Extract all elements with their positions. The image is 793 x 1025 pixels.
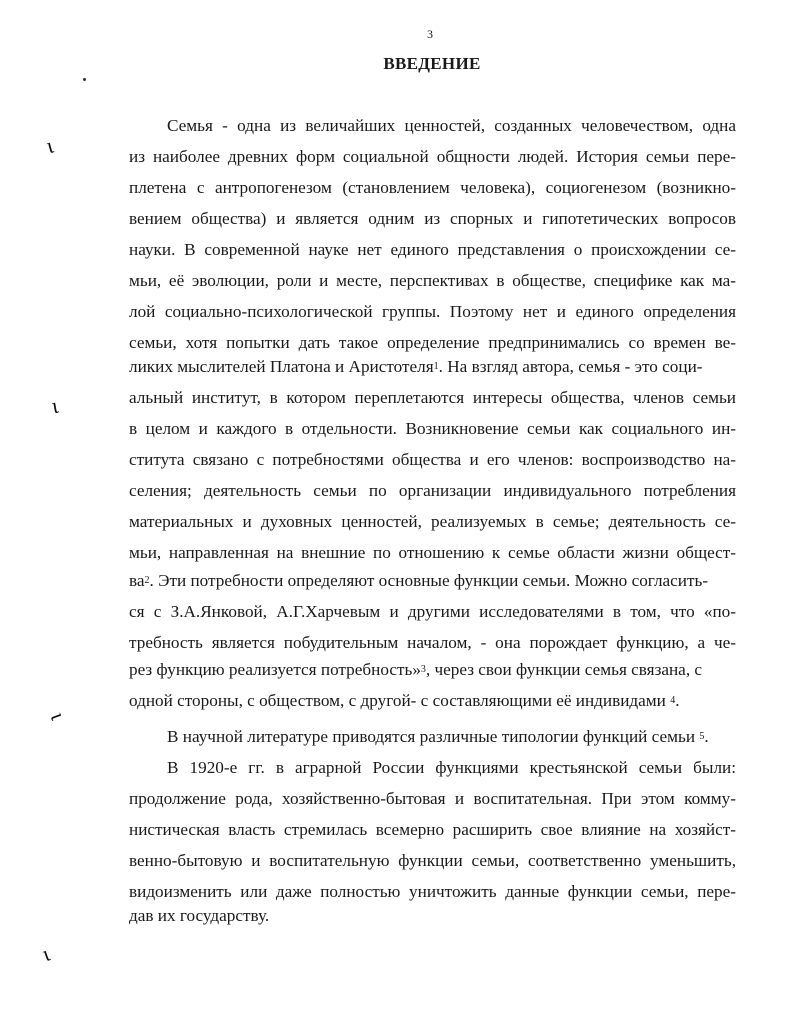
- text-line: материальных и духовных ценностей, реализуемых в семье; деятельность се-: [129, 512, 736, 531]
- text-line: ститута связано с потребностями общества и его членов: воспроизводство на-: [129, 450, 736, 469]
- margin-mark: ɩ: [49, 392, 60, 419]
- text-line: одной стороны, с обществом, с другой- с составляющими её индивидами $^4$.: [129, 691, 680, 710]
- speck-mark: [83, 78, 86, 81]
- margin-mark: ɩ: [38, 940, 53, 967]
- margin-mark: ɩ: [43, 132, 56, 159]
- text-line: в целом и каждого в отдельности. Возникновение семьи как социального ин-: [129, 419, 736, 438]
- text-line: $ва^2$. Эти потребности определяют основные функции семьи. Можно согласить-: [129, 571, 709, 590]
- text-line: семьи, хотя попытки дать такое определение предпринимались со времен ве-: [129, 333, 736, 352]
- footnote-ref: 3: [420, 664, 426, 675]
- text-line: плетена с антропогенезом (становлением человека), социогенезом (возникно-: [129, 178, 736, 197]
- text-line: из наиболее древних форм социальной общности людей. История семьи пере-: [129, 147, 736, 166]
- text-line: В научной литературе приводятся различные типологии функций семьи $^5$.: [167, 727, 709, 746]
- text-line: альный институт, в котором переплетаются интересы общества, членов семьи: [129, 388, 736, 407]
- text-line: продолжение рода, хозяйственно-бытовая и воспитательная. При этом комму-: [129, 789, 736, 808]
- text-line: селения; деятельность семьи по организации индивидуального потребления: [129, 481, 736, 500]
- footnote-ref: 5: [699, 731, 705, 742]
- page-number: 3: [427, 27, 433, 41]
- text-line: мьи, направленная на внешние по отношению к семье области жизни общест-: [129, 543, 736, 562]
- text-line: ся с З.А.Янковой, А.Г.Харчевым и другими исследователями в том, что «по-: [129, 602, 736, 621]
- text-line: рез функцию реализуется потребность»$^3$, через свои функции семья связана, с: [129, 660, 703, 679]
- margin-mark: ɩ: [45, 708, 72, 723]
- footnote-ref: 2: [144, 575, 150, 586]
- text-line: вением общества) и является одним из спорных и гипотетических вопросов: [129, 209, 736, 228]
- text-line: ликих мыслителей Платона и Аристотеля$^1$. На взгляд автора, семья - это соци-: [129, 357, 703, 376]
- text-line: венно-бытовую и воспитательную функции семьи, соответственно уменьшить,: [129, 851, 736, 870]
- text-line: В 1920-е гг. в аграрной России функциями крестьянской семьи были:: [167, 758, 736, 777]
- text-line: мьи, её эволюции, роли и месте, перспективах в обществе, специфике как ма-: [129, 271, 736, 290]
- text-line: дав их государству.: [129, 906, 270, 925]
- footnote-ref: 1: [433, 361, 439, 372]
- text-line: нистическая власть стремилась всемерно расширить свое влияние на хозяйст-: [129, 820, 736, 839]
- text-line: видоизменить или даже полностью уничтожить данные функции семьи, пере-: [129, 882, 736, 901]
- text-line: требность является побудительным началом, - она порождает функцию, а че-: [129, 633, 736, 652]
- text-line: Семья - одна из величайших ценностей, созданных человечеством, одна: [167, 116, 736, 135]
- text-line: лой социально-психологической группы. Поэтому нет и единого определения: [129, 302, 736, 321]
- page-title: ВВЕДЕНИЕ: [383, 54, 481, 73]
- text-line: науки. В современной науке нет единого представления о происхождении се-: [129, 240, 736, 259]
- footnote-ref: 4: [670, 695, 676, 706]
